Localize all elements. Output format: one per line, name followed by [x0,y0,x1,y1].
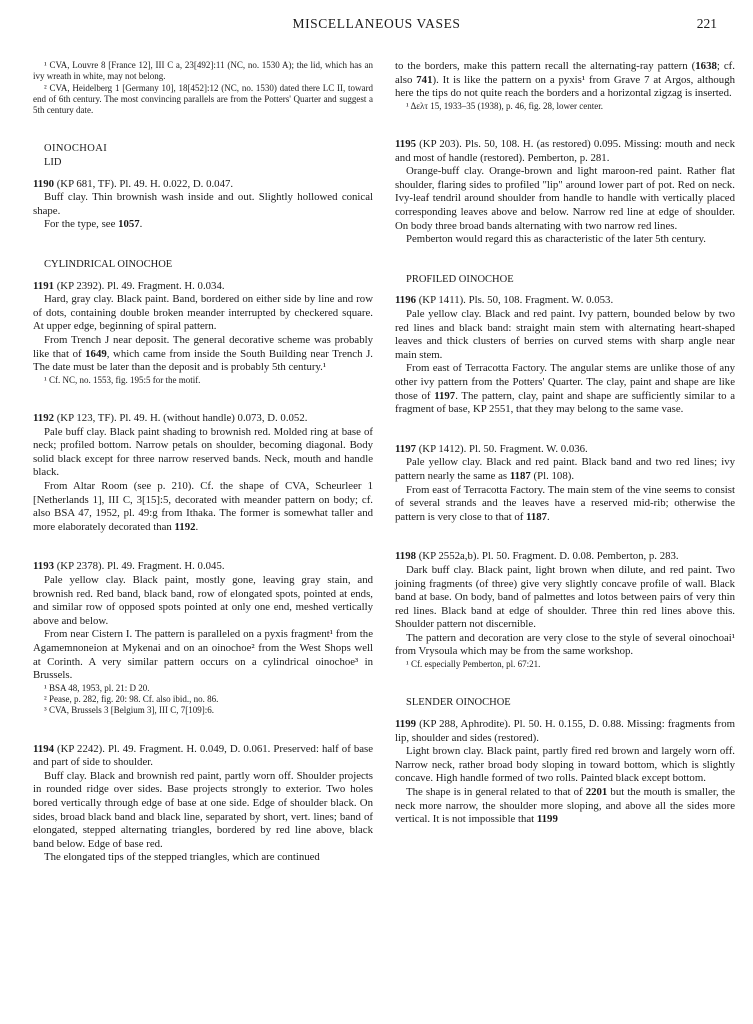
catalog-number: 1194 [33,742,54,755]
catalog-entry-header: 1192 (KP 123, TF). Pl. 49. H. (without handle) 0.073, D. 0.052. [33,412,308,425]
catalog-entry-header: 1193 (KP 2378). Pl. 49. Fragment. H. 0.045. [33,560,225,573]
paragraph: For the type, see 1057. [44,218,143,231]
paragraph: The shape is in general related to that of 2201 but the mouth is smaller, the neck more narrow, the shoulder more sloping, and above all the sides more vertical. It is not impossible that 1199 [395,785,736,826]
catalog-number: 1195 [395,138,416,151]
paragraph: Pale yellow clay. Black and red paint. Ivy pattern, bounded below by two red lines and black band: straight main stem with alternating heart-shaped leaves and thick clusters of berries on curved stems with sharp angle near main stem. [395,308,735,361]
paragraph: From near Cistern I. The pattern is paralleled on a pyxis fragment¹ from the Agamemnoneion at Mykenai and on an oinochoe² from the West Shops well at Corinth. A very similar pattern occurs on a cylindrical oinochoe³ in Brussels. [33,628,373,682]
paragraph: Pale buff clay. Black paint shading to brownish red. Molded ring at base of neck; profiled bottom. Narrow petals on shoulder, becoming diagonal. Body solid black except for three narrow reserved bands. Neck, mouth and handle black. [33,425,373,479]
paragraph: From Altar Room (see p. 210). Cf. the shape of CVA, Scheurleer 1 [Netherlands 1], III C, 3[15]:5, decorated with meander pattern on body; cf. also BSA 47, 1952, pl. 49:g from Ithaka. The former is somewhat taller and more elaborately decorated than 1192. [33,480,373,533]
footnote: ¹ Cf. especially Pemberton, pl. 67:21. [406,659,541,670]
footnote: ³ CVA, Brussels 3 [Belgium 3], III C, 7[109]:6. [44,705,215,716]
catalog-entry-header: 1194 (KP 2242). Pl. 49. Fragment. H. 0.049, D. 0.061. Preserved: half of base and part of side to shoulder. [33,742,373,769]
page-header [30,16,723,38]
paragraph: Buff clay. Thin brownish wash inside and out. Slightly hollowed conical shape. [33,191,373,217]
paragraph: Pale yellow clay. Black paint, mostly gone, leaving gray stain, and brownish red. Red band, black band, row of elongated spots, pointed at ends, and similar row of opposed spots pointed at only one end, meshed vertically above and below. [33,574,373,627]
catalog-entry-header: 1191 (KP 2392). Pl. 49. Fragment. H. 0.034. [33,279,225,292]
catalog-number: 1192 [33,412,54,425]
paragraph: From east of Terracotta Factory. The angular stems are unlike those of any other ivy pattern from the Potters' Quarter. The clay, paint and shape are like those of 1197. The pattern, clay, paint and shape are sufficiently similar to a fragment of base, KP 2551, that they may belong to the same vase. [395,362,735,416]
footnote: ¹ Δελτ 15, 1933–35 (1938), p. 46, fig. 28, lower center. [406,100,603,111]
footnote: ² Pease, p. 282, fig. 20: 98. Cf. also ibid., no. 86. [44,694,219,705]
paragraph: to the borders, make this pattern recall the alternating-ray pattern (1638; cf. also 741). It is like the pattern on a pyxis¹ from Grave 7 at Argos, although here the tips do not quite reach the borders and a horizontal zigzag is inserted. [395,60,735,100]
catalog-number: 1198 [395,550,416,563]
page-number: 221 [696,16,717,31]
catalog-number: 1191 [33,279,54,292]
subsection-heading: CYLINDRICAL OINOCHOE [44,259,173,271]
catalog-number: 1193 [33,560,54,573]
catalog-entry-header: 1197 (KP 1412). Pl. 50. Fragment. W. 0.036. [395,442,588,455]
paragraph: From east of Terracotta Factory. The main stem of the vine seems to consist of several strands and the leaves have a reserved mid-rib; otherwise the pattern is very close to that of 1187. [395,483,735,523]
subsection-heading: LID [44,157,62,169]
paragraph: Pale yellow clay. Black and red paint. Black band and two red lines; ivy pattern nearly the same as 1187 (Pl. 108). [395,456,735,482]
paragraph: Hard, gray clay. Black paint. Band, bordered on either side by line and row of dots, containing double broken meander interrupted by checkered square. At upper edge, beginning of spiral pattern. [33,293,373,333]
catalog-number: 1196 [395,294,416,307]
left-column [33,60,373,865]
catalog-entry-header: 1198 (KP 2552a,b). Pl. 50. Fragment. D. 0.08. Pemberton, p. 283. [395,550,679,563]
catalog-entry-header: 1195 (KP 203). Pls. 50, 108. H. (as restored) 0.095. Missing: mouth and neck and most of handle (restored). Pemberton, p. 281. [395,138,735,164]
running-title: MISCELLANEOUS VASES [292,16,461,31]
footnote: ¹ BSA 48, 1953, pl. 21: D 20. [44,682,150,693]
paragraph: The pattern and decoration are very close to the style of several oinochoai¹ from Vrysoula which may be from the same workshop. [395,631,735,658]
paragraph: The elongated tips of the stepped triangles, which are continued [44,851,320,864]
subsection-heading: PROFILED OINOCHOE [406,273,514,285]
paragraph: From Trench J near deposit. The general decorative scheme was probably like that of 1649, which came from inside the South Building near Trench J. The date must be later than the deposit and is probably 5th century.¹ [33,334,373,374]
catalog-number: 1199 [395,717,416,730]
paragraph: Pemberton would regard this as characteristic of the later 5th century. [406,233,707,246]
subsection-heading: SLENDER OINOCHOE [406,697,511,709]
paragraph: Light brown clay. Black paint, partly fired red brown and largely worn off. Narrow neck, rather broad body sloping in toward bottom, which is slightly concave. High handle formed of two rolls. Painted black except bottom. [395,745,735,785]
footnote: ¹ Cf. NC, no. 1553, fig. 195:5 for the motif. [44,374,201,385]
catalog-entry-header: 1199 (KP 288, Aphrodite). Pl. 50. H. 0.155, D. 0.88. Missing: fragments from lip, shoulder and sides (restored). [395,717,735,744]
catalog-entry-header: 1196 (KP 1411). Pls. 50, 108. Fragment. W. 0.053. [395,294,614,307]
section-heading: OINOCHOAI [44,143,108,155]
footnote: ¹ CVA, Louvre 8 [France 12], III C a, 23[492]:11 (NC, no. 1530 A); the lid, which has an ivy wreath in white, may not belong. [33,60,373,82]
paragraph: Orange-buff clay. Orange-brown and light maroon-red paint. Rather flat shoulder, flaring sides to profiled "lip" around lower part of pot. Red on neck. Ivy-leaf tendril around shoulder from handle to handle with vertically placed corresponding leaves above and below. Narrow red line at edge of shoulder. On body three broad bands alternating with two narrow red lines. [395,165,735,232]
paragraph: Buff clay. Black and brownish red paint, partly worn off. Shoulder projects in rounded ridge over sides. Base projects strongly to exterior. Two holes bored vertically through edge of base at one side. Edge of shoulder black. On sides, broad black band and black line, separated by short, vert. lines; band of elongated, stepped alternating triangles, bordered by red line above, black band below. Edge of base red. [33,769,373,850]
catalog-entry-header: 1190 (KP 681, TF). Pl. 49. H. 0.022, D. 0.047. [33,177,234,190]
right-column [395,60,735,827]
paragraph: Dark buff clay. Black paint, light brown when dilute, and red paint. Two joining fragments (of three) give very slightly concave profile of wall. Black band at base. On body, band of palmettes and lotos between pairs of very thin red lines. Black band at edge of shoulder. Three thin red lines above this. Shoulder pattern not discernible. [395,563,735,631]
catalog-number: 1190 [33,177,54,190]
footnote: ² CVA, Heidelberg 1 [Germany 10], 18[452]:12 (NC, no. 1530) dated there LC II, toward end of 6th century. The most convincing parallels are from the Potters' Quarter and suggest a 5th century date. [33,82,373,116]
catalog-number: 1197 [395,442,416,455]
